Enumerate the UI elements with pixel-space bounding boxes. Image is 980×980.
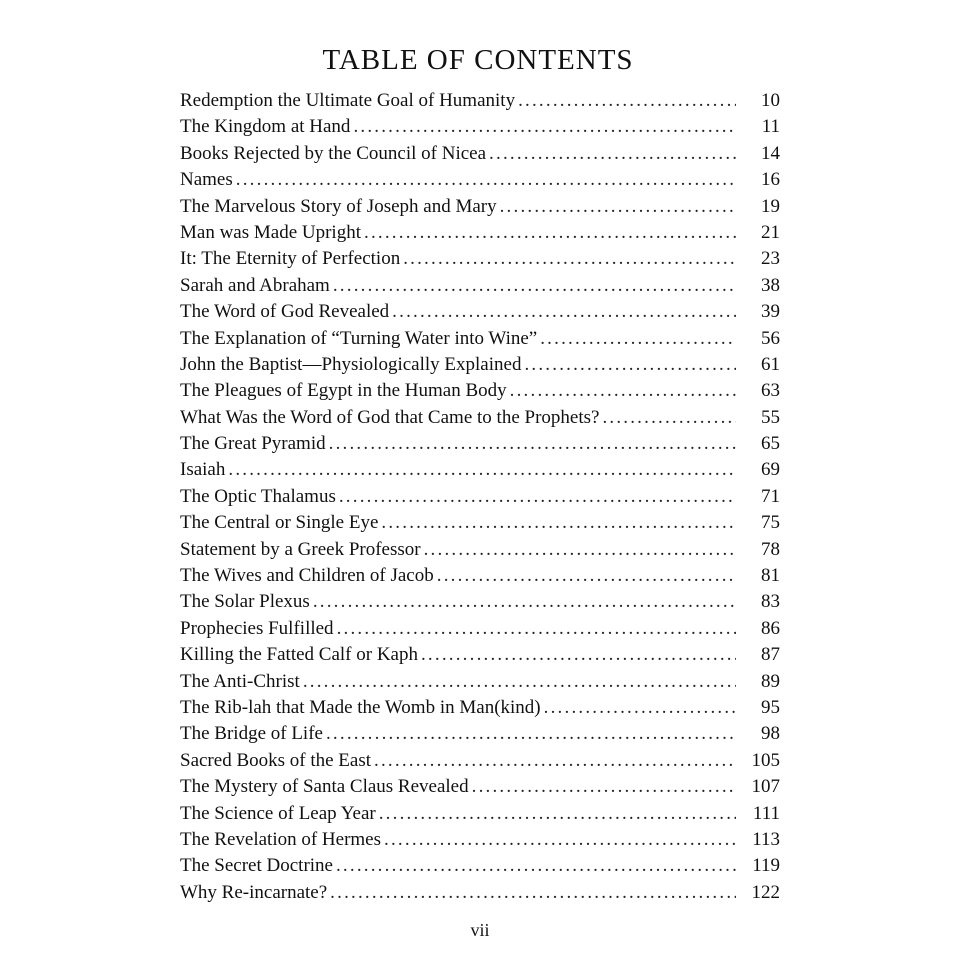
dot-leader bbox=[421, 642, 736, 668]
toc-entry bbox=[180, 853, 780, 879]
toc-entry bbox=[180, 589, 780, 615]
toc-entry-title: Names bbox=[180, 169, 233, 191]
toc-entry bbox=[180, 326, 780, 352]
toc-entry-title: Sarah and Abraham bbox=[180, 274, 330, 296]
toc-entry-title: The Kingdom at Hand bbox=[180, 116, 351, 138]
toc-entry-title: Isaiah bbox=[180, 459, 226, 481]
toc-entry-title: The Word of God Revealed bbox=[180, 301, 390, 323]
toc-entry bbox=[180, 748, 780, 774]
toc-entry-title: Books Rejected by the Council of Nicea bbox=[180, 142, 487, 164]
toc-entry-page-number: 10 bbox=[761, 90, 780, 111]
toc-entry bbox=[180, 378, 780, 404]
dot-leader bbox=[333, 273, 736, 299]
toc-entry bbox=[180, 273, 780, 299]
toc-entry-title: The Wives and Children of Jacob bbox=[180, 565, 434, 587]
toc-entry bbox=[180, 299, 780, 325]
toc-entry bbox=[180, 827, 780, 853]
toc-entry-page-number: 86 bbox=[761, 617, 780, 639]
toc-entry-page-number: 38 bbox=[761, 274, 780, 296]
toc-entry bbox=[180, 405, 780, 431]
toc-entry-page-number: 39 bbox=[761, 301, 780, 323]
toc-entry-title: The Secret Doctrine bbox=[180, 855, 333, 877]
dot-leader bbox=[540, 326, 736, 352]
toc-entry-page-number: 81 bbox=[761, 565, 780, 587]
toc-entry-title: The Mystery of Santa Claus Revealed bbox=[180, 776, 469, 798]
toc-entry bbox=[180, 510, 780, 536]
page-number-footer: vii bbox=[470, 920, 490, 940]
dot-leader bbox=[524, 352, 736, 378]
toc-entry bbox=[180, 352, 780, 378]
toc-entry-title: It: The Eternity of Perfection bbox=[180, 248, 401, 270]
toc-entry-page-number: 111 bbox=[752, 802, 780, 824]
toc-entry-page-number: 122 bbox=[751, 881, 780, 903]
toc-entry-page-number: 23 bbox=[761, 248, 780, 270]
dot-leader bbox=[379, 801, 736, 827]
toc-entry-title: The Great Pyramid bbox=[180, 433, 326, 455]
dot-leader bbox=[437, 563, 736, 589]
toc-entry-title: The Pleagues of Egypt in the Human Body bbox=[180, 380, 507, 402]
dot-leader bbox=[472, 774, 736, 800]
toc-entry bbox=[180, 695, 780, 721]
toc-entry-page-number: 63 bbox=[761, 380, 780, 402]
toc-entry bbox=[180, 431, 780, 457]
toc-entry bbox=[180, 563, 780, 589]
toc-entry-page-number: 75 bbox=[761, 512, 780, 534]
toc-entry-page-number: 113 bbox=[752, 828, 780, 850]
toc-entry bbox=[180, 167, 780, 193]
toc-entry-page-number: 107 bbox=[751, 776, 780, 798]
dot-leader bbox=[329, 431, 736, 457]
toc-entry-title: Man was Made Upright bbox=[180, 221, 361, 243]
toc-entry bbox=[180, 194, 780, 220]
toc-entry-page-number: 65 bbox=[761, 433, 780, 455]
toc-entry-page-number: 21 bbox=[761, 221, 780, 243]
dot-leader bbox=[326, 721, 736, 747]
toc-entry-title: The Anti-Christ bbox=[180, 670, 300, 692]
toc-entry bbox=[180, 220, 780, 246]
dot-leader bbox=[381, 510, 736, 536]
toc-entry-title: Sacred Books of the East bbox=[180, 749, 372, 771]
toc-entry bbox=[180, 537, 780, 563]
toc-entry-title: The Marvelous Story of Joseph and Mary bbox=[180, 195, 497, 217]
toc-entry-title: Why Re-incarnate? bbox=[180, 881, 328, 903]
dot-leader bbox=[303, 669, 736, 695]
dot-leader bbox=[544, 695, 736, 721]
toc-entry bbox=[180, 880, 780, 906]
toc-entry bbox=[180, 246, 780, 272]
toc-entry bbox=[180, 141, 780, 167]
toc-entry-page-number: 105 bbox=[751, 749, 780, 771]
toc-entry-title: The Revelation of Hermes bbox=[180, 828, 382, 850]
toc-entry-page-number: 95 bbox=[761, 696, 780, 718]
toc-entry bbox=[180, 88, 780, 114]
toc-entry-page-number: 55 bbox=[761, 406, 780, 428]
toc-entry-page-number: 89 bbox=[761, 670, 780, 692]
toc-entry-page-number: 87 bbox=[761, 644, 780, 666]
toc-entry-page-number: 16 bbox=[761, 169, 780, 191]
toc-entry-page-number: 19 bbox=[761, 195, 780, 217]
dot-leader bbox=[336, 853, 736, 879]
toc-entry bbox=[180, 774, 780, 800]
toc-entry bbox=[180, 616, 780, 642]
toc-entry-title: The Optic Thalamus bbox=[180, 485, 336, 507]
toc-entry-page-number: 61 bbox=[761, 353, 780, 375]
toc-entry-page-number: 14 bbox=[761, 142, 780, 164]
dot-leader bbox=[330, 880, 736, 906]
toc-entry-title: Redemption the Ultimate Goal of Humanity bbox=[180, 90, 516, 111]
toc-entry bbox=[180, 801, 780, 827]
toc-entry-page-number: 71 bbox=[761, 485, 780, 507]
dot-leader bbox=[403, 246, 736, 272]
toc-entry-title: John the Baptist—Physiologically Explained bbox=[180, 353, 522, 375]
dot-leader bbox=[339, 484, 736, 510]
dot-leader bbox=[489, 141, 736, 167]
toc-entry-title: The Science of Leap Year bbox=[180, 802, 376, 824]
toc-entry-page-number: 83 bbox=[761, 591, 780, 613]
toc-entry-page-number: 98 bbox=[761, 723, 780, 745]
toc-entry bbox=[180, 484, 780, 510]
dot-leader bbox=[374, 748, 736, 774]
dot-leader bbox=[500, 194, 736, 220]
toc-entry bbox=[180, 642, 780, 668]
toc-entry bbox=[180, 669, 780, 695]
toc-entry-page-number: 119 bbox=[752, 855, 780, 877]
dot-leader bbox=[424, 537, 736, 563]
dot-leader bbox=[228, 457, 736, 483]
toc-entry-page-number: 56 bbox=[761, 327, 780, 349]
toc-entry-title: The Solar Plexus bbox=[180, 591, 310, 613]
page-title: TABLE OF CONTENTS bbox=[322, 44, 634, 76]
dot-leader bbox=[353, 114, 736, 140]
dot-leader bbox=[602, 405, 736, 431]
toc-entry-page-number: 11 bbox=[761, 116, 780, 138]
toc-entry-title: The Central or Single Eye bbox=[180, 512, 379, 534]
toc-entry-title: The Bridge of Life bbox=[180, 723, 323, 745]
toc-entry-title: Statement by a Greek Professor bbox=[180, 538, 421, 560]
toc-entry bbox=[180, 721, 780, 747]
dot-leader bbox=[510, 378, 736, 404]
toc-entry-page-number: 78 bbox=[761, 538, 780, 560]
dot-leader bbox=[337, 616, 736, 642]
toc-entry-title: Prophecies Fulfilled bbox=[180, 617, 334, 639]
toc-entry-title: The Rib-lah that Made the Womb in Man(kind) bbox=[180, 696, 541, 718]
toc-entry-title: Killing the Fatted Calf or Kaph bbox=[180, 644, 418, 666]
toc-entry-title: The Explanation of “Turning Water into Wine” bbox=[180, 327, 538, 349]
dot-leader bbox=[392, 299, 736, 325]
toc-entry-title: What Was the Word of God that Came to the Prophets? bbox=[180, 406, 600, 428]
toc-entry-page-number: 69 bbox=[761, 459, 780, 481]
dot-leader bbox=[384, 827, 736, 853]
dot-leader bbox=[313, 589, 736, 615]
dot-leader bbox=[236, 167, 736, 193]
table-of-contents bbox=[180, 88, 780, 906]
toc-entry bbox=[180, 457, 780, 483]
toc-entry bbox=[180, 114, 780, 140]
dot-leader bbox=[518, 88, 736, 114]
dot-leader bbox=[364, 220, 736, 246]
